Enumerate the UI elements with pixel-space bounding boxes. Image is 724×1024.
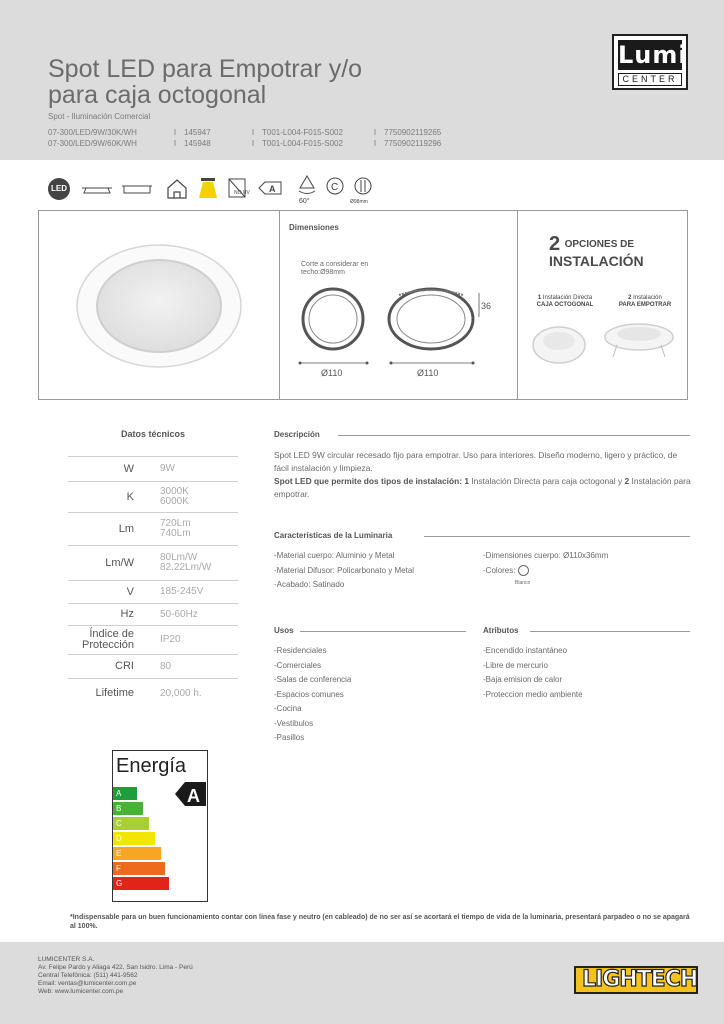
tech-key: Lm bbox=[68, 513, 154, 546]
section-rule bbox=[530, 631, 690, 632]
code-ean: 7750902119265 bbox=[384, 128, 442, 137]
code-separator: I bbox=[251, 139, 255, 148]
energy-bar-d: D bbox=[113, 832, 155, 845]
code-row bbox=[48, 127, 441, 138]
install-options-photos bbox=[529, 317, 689, 373]
list-item: -Residenciales bbox=[274, 646, 327, 655]
option-text: Instalación bbox=[633, 295, 662, 301]
tech-value: 9W bbox=[154, 457, 238, 482]
energy-bar-e: E bbox=[113, 847, 161, 860]
surface-mount-icon bbox=[120, 174, 154, 204]
product-codes bbox=[48, 127, 441, 149]
list-item: -Libre de mercurio bbox=[483, 660, 548, 670]
energy-bar-b: B bbox=[113, 802, 143, 815]
options-title-2: INSTALACIÓN bbox=[549, 253, 644, 269]
page-subtitle: Spot - Iluminación Comercial bbox=[48, 112, 151, 121]
table-row bbox=[68, 513, 238, 546]
code-separator: I bbox=[173, 128, 177, 137]
table-row bbox=[68, 655, 238, 679]
tech-key: Hz bbox=[68, 604, 154, 626]
diameter-label: Ø110 bbox=[417, 368, 439, 378]
tech-key: V bbox=[68, 581, 154, 604]
description-text bbox=[274, 449, 694, 501]
footnote: *Indispensable para un buen funcionamiento contar con línea fase y neutro (en cableado) de no ser así se acortará el tiempo de vida de la luminaria, presentará parpadeo o no se apagará al 100%. bbox=[70, 914, 690, 930]
code-id: 145947 bbox=[184, 128, 211, 137]
energy-bar-c: C bbox=[113, 817, 149, 830]
usos-list bbox=[274, 644, 351, 746]
logo-top-text: Lumi bbox=[618, 41, 688, 69]
tech-value: 720Lm 740Lm bbox=[154, 513, 238, 546]
characteristics-list bbox=[274, 549, 414, 593]
option-text: Instalación Directa bbox=[542, 295, 593, 301]
title-line-2: para caja octogonal bbox=[48, 81, 267, 109]
list-item: -Salas de conferencia bbox=[274, 675, 352, 684]
list-item: -Cocina bbox=[274, 704, 302, 713]
code-separator: I bbox=[373, 128, 377, 137]
address-line: Email: ventas@lumicenter.com.pe bbox=[38, 980, 137, 987]
color-swatch-white bbox=[518, 565, 529, 576]
logo-bottom-text: CENTER bbox=[618, 73, 682, 86]
table-row bbox=[68, 604, 238, 626]
dimension-drawing bbox=[295, 287, 495, 367]
tech-key: CRI bbox=[68, 655, 154, 679]
code-separator: I bbox=[373, 139, 377, 148]
energy-class-a-label: A bbox=[269, 184, 276, 194]
feature-icons bbox=[48, 174, 378, 204]
box-divider bbox=[517, 211, 518, 399]
body-dimensions: -Dimensiones cuerpo: Ø110x36mm bbox=[483, 551, 609, 560]
tech-value: 80Lm/W 82.22Lm/W bbox=[154, 546, 238, 581]
install-type-number: 2 bbox=[624, 476, 630, 486]
company-address bbox=[38, 956, 193, 996]
tech-key: K bbox=[68, 482, 154, 513]
product-photo bbox=[75, 243, 243, 369]
tech-value: 3000K 6000K bbox=[154, 482, 238, 513]
code-ref: T001-L004-F015-S002 bbox=[262, 128, 343, 137]
title-line-1: Spot LED para Empotrar y/o bbox=[48, 55, 363, 83]
beam-angle-icon bbox=[292, 174, 322, 206]
dimensions-title: Dimensiones bbox=[289, 223, 339, 232]
list-item: -Comerciales bbox=[274, 660, 322, 670]
tech-value: 20,000 h. bbox=[154, 679, 238, 709]
page-title bbox=[48, 56, 468, 108]
cutout-note: Corte a considerar en techo:Ø98mm bbox=[301, 261, 369, 276]
section-rule bbox=[338, 435, 690, 436]
product-overview-box bbox=[38, 210, 688, 400]
tech-value: 50-60Hz bbox=[154, 604, 238, 626]
warm-light-icon bbox=[196, 174, 220, 204]
options-title-1: OPCIONES DE bbox=[564, 239, 635, 250]
energy-class-a-icon bbox=[256, 174, 284, 204]
code-row bbox=[48, 138, 441, 149]
table-row bbox=[68, 482, 238, 513]
code-ean: 7750902119296 bbox=[384, 139, 442, 148]
tech-value: 185-245V bbox=[154, 581, 238, 604]
list-item: -Encendido instantáneo bbox=[483, 646, 568, 655]
address-line: Av. Felipe Pardo y Aliaga 422, San Isidro. Lima - Perú bbox=[38, 964, 193, 971]
tech-value: IP20 bbox=[154, 626, 238, 655]
usos-title: Usos bbox=[274, 626, 294, 635]
tech-data-table bbox=[68, 456, 238, 709]
table-row bbox=[68, 546, 238, 581]
code-id: 145948 bbox=[184, 139, 211, 148]
lumicenter-logo bbox=[612, 34, 688, 90]
atributos-list bbox=[483, 644, 583, 702]
c-mark-label: C bbox=[331, 182, 339, 193]
tech-value: 80 bbox=[154, 655, 238, 679]
list-item: -Baja emision de calor bbox=[483, 675, 563, 684]
table-row bbox=[68, 457, 238, 482]
beam-angle-label: 60° bbox=[299, 198, 310, 205]
atributos-title: Atributos bbox=[483, 626, 519, 635]
option-number: 1 bbox=[537, 295, 542, 301]
c-mark-icon bbox=[324, 174, 346, 204]
energy-bar-a: A bbox=[113, 787, 137, 800]
tech-key: Lifetime bbox=[68, 679, 154, 709]
color-name: Blanco bbox=[515, 580, 531, 586]
energy-label bbox=[112, 750, 208, 902]
list-item: -Pasillos bbox=[274, 733, 305, 742]
address-line: Web: www.lumicenter.com.pe bbox=[38, 988, 124, 995]
energy-title: Energía bbox=[116, 755, 187, 777]
description-title: Descripción bbox=[274, 430, 320, 439]
section-rule bbox=[300, 631, 466, 632]
table-row bbox=[68, 581, 238, 604]
characteristics-title: Características de la Luminaria bbox=[274, 531, 393, 540]
install-type-text: Instalación para empotrar. bbox=[274, 476, 691, 499]
list-item: -Material Difusor: Policarbonato y Metal bbox=[274, 565, 415, 575]
energy-bar-f: F bbox=[113, 862, 165, 875]
no-uv-label: NO UV bbox=[234, 190, 250, 196]
description-install-types bbox=[274, 475, 694, 501]
colors-label: -Colores: bbox=[483, 566, 516, 575]
section-rule bbox=[424, 536, 690, 537]
option-direct bbox=[527, 295, 603, 309]
tech-key: W bbox=[68, 457, 154, 482]
table-row bbox=[68, 626, 238, 655]
cutout-diameter-label: Ø98mm bbox=[350, 199, 368, 205]
lightech-logo bbox=[574, 966, 698, 994]
install-options-heading bbox=[549, 233, 644, 269]
tech-data-title: Datos técnicos bbox=[120, 429, 186, 439]
list-item: -Vestibulos bbox=[274, 718, 314, 728]
option-title: CAJA OCTOGONAL bbox=[536, 302, 594, 308]
code-ref: T001-L004-F015-S002 bbox=[262, 139, 343, 148]
no-uv-icon bbox=[226, 174, 250, 204]
code-separator: I bbox=[251, 128, 255, 137]
ceiling-recessed-icon bbox=[80, 174, 114, 204]
description-paragraph: Spot LED 9W circular recesado fijo para empotrar. Uso para interiores. Diseño moderno, ligero y práctico, de fácil instalación y limpieza. bbox=[274, 450, 678, 473]
install-type-text: Instalación Directa para caja octogonal y bbox=[471, 476, 623, 486]
code-model: 07-300/LED/9W/60K/WH bbox=[48, 139, 137, 148]
list-item: -Espacios comunes bbox=[274, 689, 344, 699]
tech-key: Índice de Protección bbox=[68, 626, 154, 655]
energy-grade-badge bbox=[175, 781, 207, 807]
lightech-logo-text: LIGHTECH bbox=[582, 967, 698, 992]
tech-key: Lm/W bbox=[68, 546, 154, 581]
cutout-diameter-icon bbox=[348, 174, 378, 206]
option-recessed bbox=[607, 295, 683, 309]
options-number: 2 bbox=[549, 233, 561, 255]
energy-grade-label: A bbox=[187, 786, 200, 806]
led-icon: LED bbox=[48, 178, 70, 200]
list-item: -Proteccion medio ambiente bbox=[483, 689, 583, 699]
code-separator: I bbox=[173, 139, 177, 148]
table-row bbox=[68, 679, 238, 709]
energy-bar-g: G bbox=[113, 877, 169, 890]
diameter-label: Ø110 bbox=[321, 368, 343, 378]
box-divider bbox=[279, 211, 280, 399]
address-line: LUMICENTER S.A. bbox=[38, 956, 95, 963]
address-line: Central Telefónica: (511) 441-9562 bbox=[38, 972, 138, 979]
list-item: -Acabado: Satinado bbox=[274, 580, 345, 589]
option-title: PARA EMPOTRAR bbox=[618, 302, 672, 308]
height-label: 36 bbox=[481, 301, 492, 311]
indoor-house-icon bbox=[164, 174, 190, 204]
install-types-label: Spot LED que permite dos tipos de instalación: bbox=[274, 476, 462, 486]
option-number: 2 bbox=[628, 295, 632, 301]
list-item: -Material cuerpo: Aluminio y Metal bbox=[274, 551, 395, 560]
install-type-number: 1 bbox=[464, 476, 469, 486]
code-model: 07-300/LED/9W/30K/WH bbox=[48, 128, 137, 137]
